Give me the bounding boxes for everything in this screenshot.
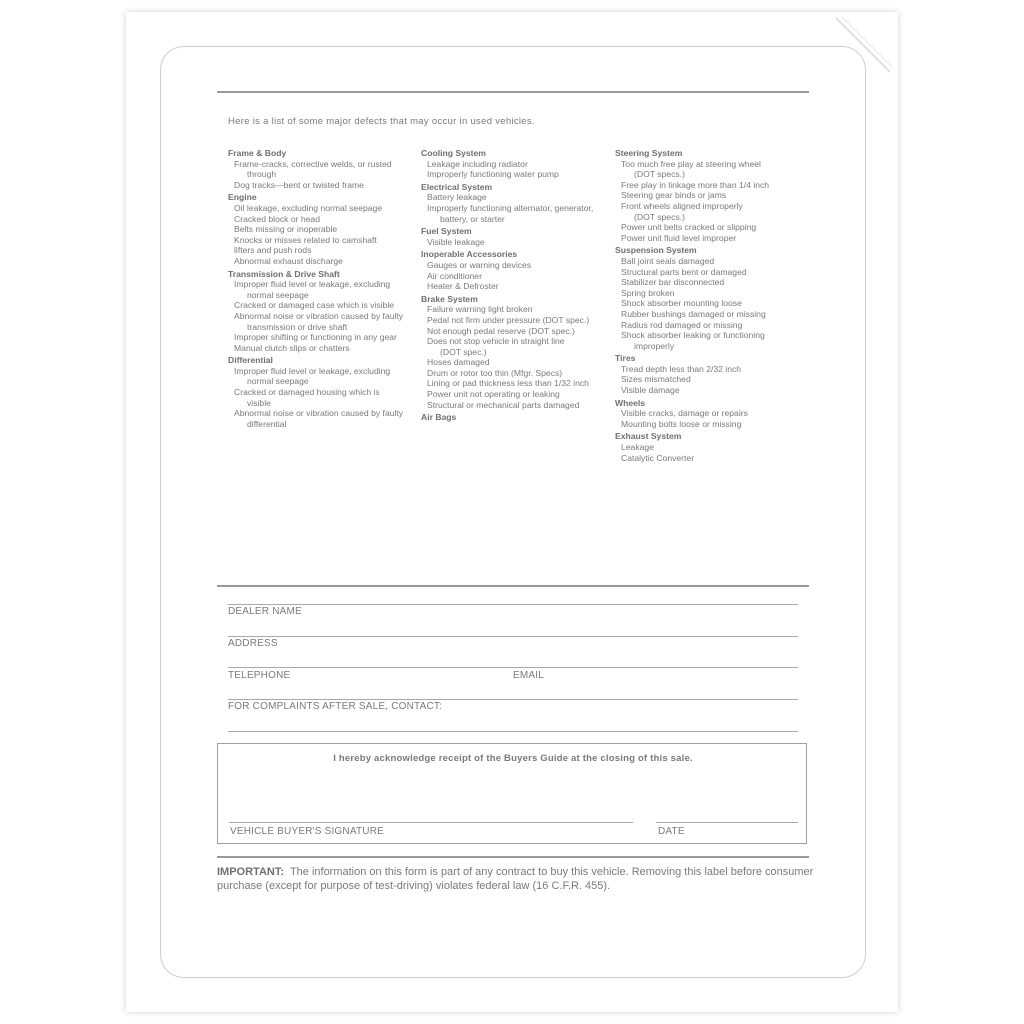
- defect-item: Improper fluid level or leakage, excluding: [234, 279, 391, 290]
- defect-category: Air Bags: [421, 412, 457, 423]
- defect-item: Power unit fluid level improper: [621, 232, 737, 243]
- defect-item: Front wheels aligned improperly: [621, 200, 743, 211]
- defect-item: Power unit not operating or leaking: [427, 389, 560, 400]
- defect-category: Fuel System: [421, 226, 472, 237]
- defect-item: Improperly functioning alternator, generator,: [427, 202, 594, 213]
- defect-item: transmission or drive shaft: [247, 321, 348, 332]
- defect-item: Cracked block or head: [234, 213, 320, 224]
- defect-item: Sizes mismatched: [621, 374, 691, 385]
- defect-item: Too much free play at steering wheel: [621, 158, 761, 169]
- defect-item: Improper fluid level or leakage, excluding: [234, 365, 391, 376]
- top-rule: [217, 91, 809, 93]
- dealer-name-label: DEALER NAME: [228, 606, 302, 617]
- defect-category: Differential: [228, 355, 273, 366]
- defect-category: Cooling System: [421, 148, 486, 158]
- signature-label: VEHICLE BUYER'S SIGNATURE: [230, 826, 384, 837]
- defect-item: Lining or pad thickness less than 1/32 inch: [427, 378, 589, 389]
- acknowledgement-text: I hereby acknowledge receipt of the Buyers Guide at the closing of this sale.: [333, 753, 693, 764]
- defect-item: Structural parts bent or damaged: [621, 266, 747, 277]
- defect-item: Abnormal noise or vibration caused by faulty: [234, 310, 404, 321]
- defects-intro: Here is a list of some major defects that may occur in used vehicles.: [228, 116, 535, 127]
- field-line: [228, 604, 798, 605]
- defect-category: Frame & Body: [228, 148, 287, 158]
- defect-item: Heater & Defroster: [427, 281, 499, 292]
- dealer-name-field[interactable]: [228, 636, 798, 637]
- defect-category: Transmission & Drive Shaft: [228, 268, 340, 279]
- defect-item: Mounting bolts loose or missing: [621, 418, 742, 429]
- defect-item: improperly: [634, 340, 675, 351]
- defect-category: Steering System: [615, 148, 683, 158]
- defect-category: Brake System: [421, 293, 478, 304]
- defect-item: visible: [247, 397, 271, 408]
- signature-field[interactable]: [229, 822, 633, 823]
- defect-category: Tires: [615, 353, 636, 364]
- defect-item: Stabilizer bar disconnected: [621, 277, 725, 288]
- defect-item: Visible leakage: [427, 236, 485, 247]
- defect-category: Electrical System: [421, 181, 493, 192]
- defect-item: Shock absorber mounting loose: [621, 298, 742, 309]
- defect-item: Radius rod damaged or missing: [621, 319, 743, 330]
- defect-item: Oil leakage, excluding normal seepage: [234, 202, 383, 213]
- important-text: The information on this form is part of any contract to buy this vehicle. Removing this label before consumer purchase (except for purpose of test-driving) violates federal law (16 C.F.R. 455).: [217, 866, 814, 892]
- defect-item: Tread depth less than 2/32 inch: [621, 363, 742, 374]
- defect-item: through: [247, 169, 277, 180]
- defect-item: Knocks or misses related to camshaft: [234, 234, 377, 245]
- defect-item: Frame-cracks, corrective welds, or rusted: [234, 158, 392, 169]
- defect-item: Cracked or damaged case which is visible: [234, 300, 395, 311]
- defect-item: Cracked or damaged housing which is: [234, 387, 380, 398]
- complaints-contact-field[interactable]: [228, 731, 798, 732]
- defect-item: differential: [247, 418, 287, 429]
- important-notice: [217, 865, 817, 893]
- defect-item: Does not stop vehicle in straight line: [427, 336, 565, 347]
- defect-item: (DOT specs.): [634, 169, 685, 180]
- defect-category: Suspension System: [615, 245, 697, 256]
- defect-item: Improper shifting or functioning in any gear: [234, 332, 397, 343]
- defect-item: Structural or mechanical parts damaged: [427, 399, 580, 410]
- defect-item: Abnormal noise or vibration caused by faulty: [234, 408, 404, 419]
- defect-category: Exhaust System: [615, 431, 682, 442]
- defect-item: Catalytic Converter: [621, 452, 695, 463]
- defect-item: Power unit belts cracked or slipping: [621, 222, 757, 233]
- important-label: IMPORTANT:: [217, 866, 285, 878]
- defect-item: Pedal not firm under pressure (DOT spec.): [427, 314, 590, 325]
- defect-item: Spring broken: [621, 287, 675, 298]
- defect-item: Gauges or warning devices: [427, 259, 532, 270]
- defect-item: Rubber bushings damaged or missing: [621, 308, 766, 319]
- defect-item: battery, or starter: [440, 213, 505, 224]
- defect-category: Engine: [228, 192, 257, 203]
- date-field[interactable]: [656, 822, 798, 823]
- defect-item: Drum or rotor too thin (Mfgr. Specs): [427, 367, 563, 378]
- defect-item: Ball joint seals damaged: [621, 255, 715, 266]
- section-rule: [217, 585, 809, 587]
- defect-item: Air conditioner: [427, 270, 482, 281]
- defect-item: Abnormal exhaust discharge: [234, 255, 343, 266]
- address-field[interactable]: [228, 667, 798, 668]
- defect-item: lifters and push rods: [234, 245, 312, 256]
- defect-item: normal seepage: [247, 376, 309, 387]
- defect-item: Improperly functioning water pump: [427, 169, 559, 180]
- bottom-rule: [217, 856, 809, 858]
- defect-item: Hoses damaged: [427, 357, 490, 368]
- defect-item: Shock absorber leaking or functioning: [621, 330, 765, 341]
- defects-column-3: [615, 146, 805, 463]
- defect-item: Dog tracks—bent or twisted frame: [234, 179, 364, 190]
- telephone-email-field[interactable]: [228, 699, 798, 700]
- defect-item: normal seepage: [247, 289, 309, 300]
- defect-category: Inoperable Accessories: [421, 249, 518, 260]
- address-label: ADDRESS: [228, 638, 278, 649]
- defect-item: Visible cracks, damage or repairs: [621, 408, 748, 419]
- defects-column-2: [421, 146, 611, 423]
- defect-category: Wheels: [615, 397, 646, 408]
- defect-item: Failure warning light broken: [427, 304, 533, 315]
- email-label: EMAIL: [513, 670, 545, 681]
- defect-item: Steering gear binds or jams: [621, 190, 727, 201]
- defect-item: (DOT spec.): [440, 346, 487, 357]
- defect-item: Battery leakage: [427, 192, 487, 203]
- complaints-contact-label: FOR COMPLAINTS AFTER SALE, CONTACT:: [228, 701, 443, 712]
- telephone-label: TELEPHONE: [228, 670, 291, 681]
- defect-item: Manual clutch slips or chatters: [234, 342, 350, 353]
- defects-column-1: [228, 146, 418, 429]
- defect-item: Free play in linkage more than 1/4 inch: [621, 179, 770, 190]
- defect-item: (DOT specs.): [634, 211, 685, 222]
- defect-item: Leakage: [621, 442, 654, 453]
- defect-item: Belts missing or inoperable: [234, 224, 338, 235]
- date-label: DATE: [658, 826, 685, 837]
- defect-item: Leakage including radiator: [427, 158, 528, 169]
- defect-item: Not enough pedal reserve (DOT spec.): [427, 325, 575, 336]
- defect-item: Visible damage: [621, 385, 680, 396]
